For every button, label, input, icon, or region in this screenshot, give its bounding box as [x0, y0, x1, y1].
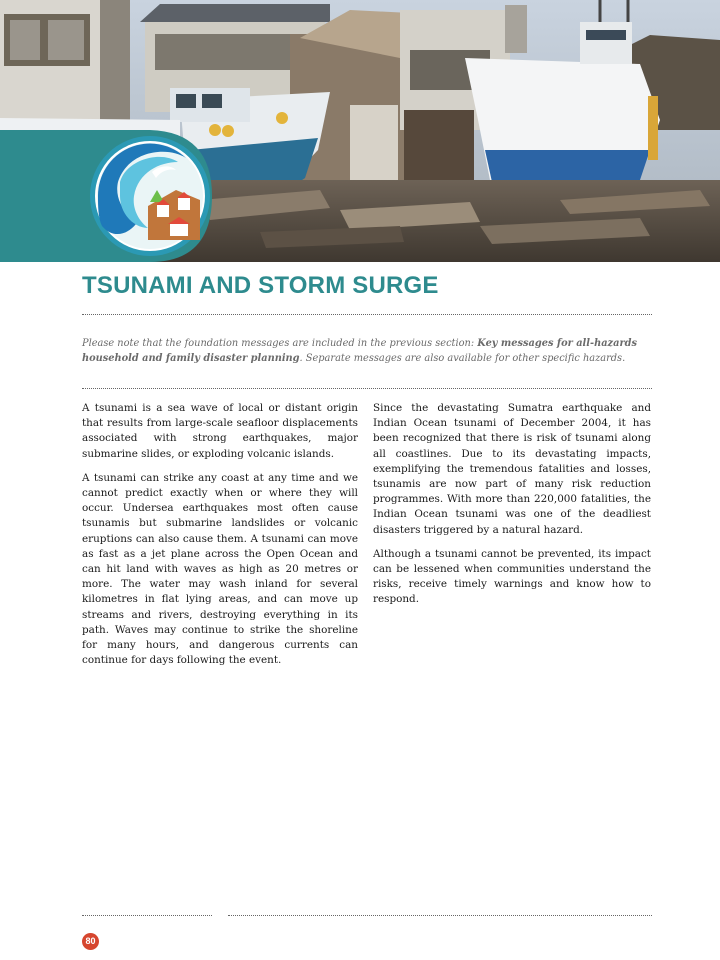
- tsunami-wave-icon: [90, 136, 210, 256]
- body-column-right: [373, 401, 651, 617]
- body-column-left: [82, 401, 358, 677]
- page-number-badge: 80: [82, 933, 99, 950]
- body-paragraph: Since the devastating Sumatra earthquake and Indian Ocean tsunami of December 2004, it has been recognized that there is risk of tsunami along all coastlines. Due to its devastating impacts, exemplifying the tremendous fatalities and losses, tsunamis are now part of many risk reduction programmes. With more than 220,000 fatalities, the Indian Ocean tsunami was one of the deadliest disasters triggered by a natural hazard.: [373, 402, 651, 536]
- divider-middle: [82, 388, 652, 389]
- intro-note-link: Key messages for all-hazards household and family disaster planning: [82, 338, 637, 364]
- page-title: TSUNAMI AND STORM SURGE: [82, 272, 439, 299]
- divider-top: [82, 314, 652, 315]
- intro-note-prefix: Please note that the foundation messages are included in the previous section:: [82, 338, 478, 349]
- footer-divider-long: [228, 915, 652, 916]
- header-photo: [0, 0, 720, 262]
- body-paragraph: A tsunami is a sea wave of local or distant origin that results from large-scale seafloor displacements associated with strong earthquakes, major submarine slides, or exploding volcanic islands.: [82, 402, 358, 460]
- body-paragraph: Although a tsunami cannot be prevented, its impact can be lessened when communities understand the risks, receive timely warnings and know how to respond.: [373, 547, 651, 606]
- footer-divider-short: [82, 915, 212, 916]
- intro-note-suffix: . Separate messages are also available for other specific hazards.: [299, 353, 626, 364]
- body-paragraph: A tsunami can strike any coast at any time and we cannot predict exactly when or where they will occur. Undersea earthquakes most often cause tsunamis but submarine landslides or volcanic eruptions can also cause them. A tsunami can move as fast as a jet plane across the Open Ocean and can hit land with waves as high as 20 metres or more. The water may wash inland for several kilometres in flat lying areas, and can move up streams and rivers, destroying everything in its path. Waves may continue to strike the shoreline for many hours, and dangerous currents can continue for days following the event.: [82, 471, 358, 667]
- intro-note: [82, 336, 652, 366]
